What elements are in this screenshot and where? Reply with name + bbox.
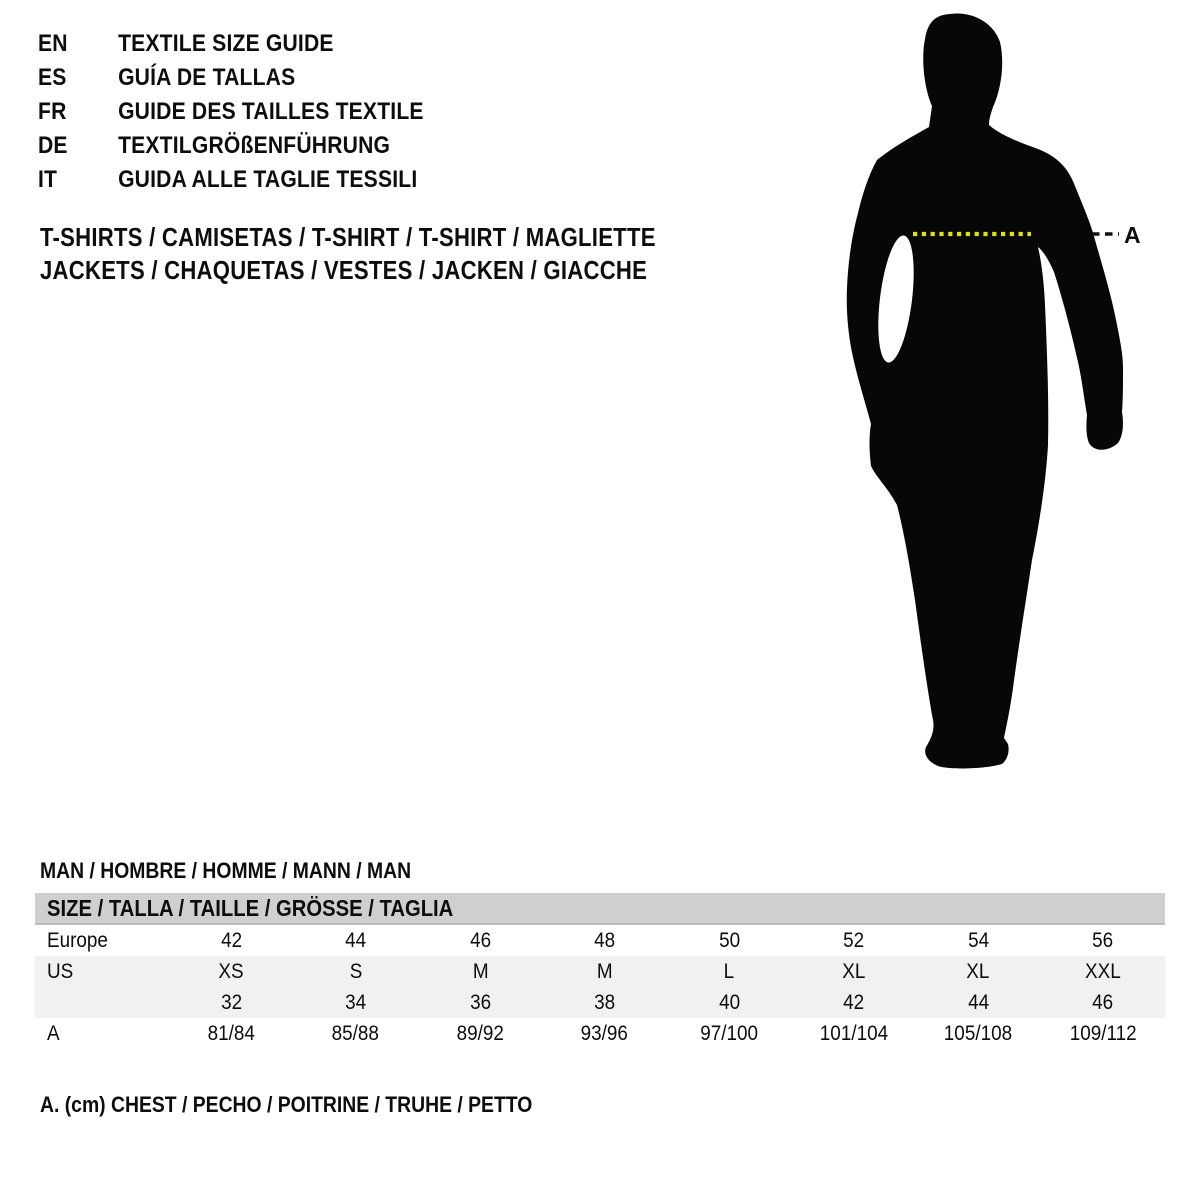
size-cell [294, 991, 419, 1015]
row-label [35, 991, 169, 1015]
category-line-2: JACKETS / CHAQUETAS / VESTES / JACKEN / GIACCHE [40, 255, 648, 285]
row-label [35, 929, 169, 953]
section-title-man [40, 858, 462, 884]
size-cell-text: 48 [594, 928, 616, 952]
size-table-header [35, 893, 1165, 925]
size-cell-text: 89/92 [456, 1021, 504, 1045]
size-cell-text: 52 [843, 928, 865, 952]
row-label-text: US [47, 959, 74, 983]
language-code: FR [38, 98, 67, 125]
language-row-de [38, 129, 424, 163]
size-cell-text: M [472, 959, 489, 983]
size-cell [418, 960, 543, 984]
language-code: EN [38, 30, 68, 57]
size-cell-text: 85/88 [332, 1021, 380, 1045]
size-cell [792, 960, 917, 984]
size-cell-text: 42 [220, 928, 242, 952]
language-row-it [38, 163, 424, 197]
language-title: TEXTILE SIZE GUIDE [118, 30, 334, 57]
measure-footnote [40, 1092, 599, 1118]
language-title: GUIDE DES TAILLES TEXTILE [118, 98, 424, 125]
size-table-header-text: SIZE / TALLA / TAILLE / GRÖSSE / TAGLIA [47, 894, 454, 921]
size-cell [792, 991, 917, 1015]
size-cell [1041, 929, 1166, 953]
size-cell-text: 40 [718, 990, 740, 1014]
size-cell-text: 109/112 [1069, 1021, 1137, 1045]
table-row-3 [35, 987, 1165, 1018]
size-cell-text: 101/104 [819, 1021, 888, 1045]
size-cell-text: 97/100 [700, 1021, 759, 1045]
size-cell-text: L [723, 959, 735, 983]
size-cell [916, 960, 1041, 984]
size-cell-text: XL [842, 959, 866, 983]
size-cell [169, 929, 294, 953]
table-row-4 [35, 1018, 1165, 1049]
language-title: GUÍA DE TALLAS [118, 64, 296, 91]
size-cell-text: 56 [1092, 928, 1114, 952]
size-cell [667, 1022, 792, 1046]
language-row-fr [38, 95, 424, 129]
table-row-1 [35, 925, 1165, 956]
language-row-es [38, 61, 424, 95]
language-code: ES [38, 64, 67, 91]
size-cell-text: 42 [843, 990, 865, 1014]
size-cell [418, 929, 543, 953]
size-cell [294, 929, 419, 953]
size-cell [169, 960, 294, 984]
size-cell-text: S [349, 959, 363, 983]
size-cell [418, 1022, 543, 1046]
language-title: TEXTILGRÖßENFÜHRUNG [118, 132, 391, 159]
row-label [35, 960, 169, 984]
size-cell-text: XS [218, 959, 244, 983]
size-cell-text: XL [966, 959, 990, 983]
size-cell-text: XXL [1084, 959, 1121, 983]
size-cell [916, 991, 1041, 1015]
man-silhouette [835, 5, 1145, 780]
size-cell-text: M [596, 959, 613, 983]
table-row-2 [35, 956, 1165, 987]
measure-footnote-text: A. (cm) CHEST / PECHO / POITRINE / TRUHE / PETTO [40, 1092, 533, 1117]
measure-label-a: A [1124, 222, 1141, 248]
size-cell-text: 44 [967, 990, 989, 1014]
language-title-list [38, 27, 476, 197]
size-cell [1041, 1022, 1166, 1046]
size-cell [667, 991, 792, 1015]
section-title-text: MAN / HOMBRE / HOMME / MANN / MAN [40, 858, 412, 884]
size-cell-text: 44 [345, 928, 367, 952]
size-cell-text: 46 [1092, 990, 1114, 1014]
size-cell-text: 81/84 [207, 1021, 255, 1045]
size-cell-text: 46 [469, 928, 491, 952]
size-cell-text: 93/96 [581, 1021, 629, 1045]
size-table [35, 893, 1165, 1049]
size-cell-text: 36 [469, 990, 491, 1014]
size-cell-text: 54 [967, 928, 989, 952]
size-cell [1041, 960, 1166, 984]
measurement-figure [835, 5, 1145, 780]
size-cell [667, 929, 792, 953]
size-cell [667, 960, 792, 984]
size-cell [1041, 991, 1166, 1015]
size-cell-text: 50 [718, 928, 740, 952]
size-cell-text: 105/108 [944, 1021, 1013, 1045]
size-table-body [35, 925, 1165, 1049]
language-code: IT [38, 166, 58, 193]
size-cell [418, 991, 543, 1015]
language-code: DE [38, 132, 68, 159]
row-label [35, 1022, 169, 1046]
language-title: GUIDA ALLE TAGLIE TESSILI [118, 166, 418, 193]
row-label-text: Europe [47, 928, 108, 952]
size-cell [543, 1022, 668, 1046]
size-cell [543, 929, 668, 953]
size-cell [543, 991, 668, 1015]
size-cell [169, 1022, 294, 1046]
size-cell-text: 38 [594, 990, 616, 1014]
category-lines [40, 221, 764, 287]
man-silhouette-body [847, 14, 1123, 769]
size-cell [792, 929, 917, 953]
size-cell-text: 34 [345, 990, 367, 1014]
size-cell [792, 1022, 917, 1046]
size-cell [169, 991, 294, 1015]
category-line-1: T-SHIRTS / CAMISETAS / T-SHIRT / T-SHIRT / MAGLIETTE [40, 222, 656, 252]
language-row-en [38, 27, 424, 61]
size-cell [543, 960, 668, 984]
size-cell [294, 960, 419, 984]
size-cell [916, 1022, 1041, 1046]
size-cell-text: 32 [220, 990, 242, 1014]
size-cell [916, 929, 1041, 953]
size-cell [294, 1022, 419, 1046]
row-label-text: A [47, 1021, 60, 1045]
